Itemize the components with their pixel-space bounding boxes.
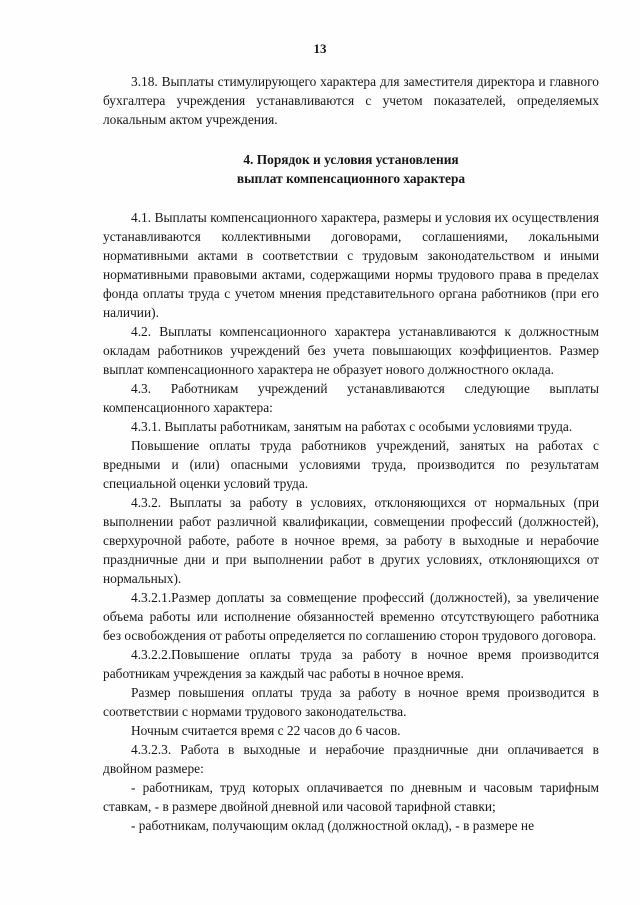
section-4-heading-line-2: выплат компенсационного характера [236,171,466,186]
list-item-tariff-workers: - работникам, труд которых оплачивается по дневным и часовым тарифным ставкам, - в размере двойной дневной или часовой тарифной ставки; [103,780,599,814]
paragraph-4-3-2-1: 4.3.2.1.Размер доплаты за совмещение профессий (должностей), за увеличение объема работы или исполнение обязанностей временно отсутствующего работника без освобождения от работы определяется по соглашению сторон трудового договора. [103,590,599,643]
paragraph-3-18: 3.18. Выплаты стимулирующего характера для заместителя директора и главного бухгалтера учреждения устанавливаются с учетом показателей, определяемых локальным актом учреждения. [103,74,599,127]
paragraph-4-3-1: 4.3.1. Выплаты работникам, занятым на работах с особыми условиями труда. [131,419,573,434]
list-item-salaried-workers: - работникам, получающим оклад (должностной оклад), - в размере не [131,818,535,833]
paragraph-hazard-pay: Повышение оплаты труда работников учреждений, занятых на работах с вредными и (или) опасными условиями труда, производится по результатам специальной оценки условий труда. [103,438,599,491]
page-number: 13 [313,41,327,56]
paragraph-4-3: 4.3. Работникам учреждений устанавливаются следующие выплаты компенсационного характера: [103,381,599,415]
paragraph-4-1: 4.1. Выплаты компенсационного характера, размеры и условия их осуществления устанавливаются коллективными договорами, соглашениями, локальными нормативными актами в соответствии с трудовым законодательством и иными нормативными правовыми актами, содержащими нормы трудового права в пределах фонда оплаты труда с учетом мнения представительного органа работников (при его наличии). [103,210,599,320]
section-4-heading [103,150,599,188]
document-body [103,72,599,835]
paragraph-night-time: Ночным считается время с 22 часов до 6 часов. [131,723,401,738]
paragraph-4-3-2-3: 4.3.2.3. Работа в выходные и нерабочие праздничные дни оплачивается в двойном размере: [103,742,599,776]
paragraph-4-2: 4.2. Выплаты компенсационного характера устанавливаются к должностным окладам работников учреждений без учета повышающих коэффициентов. Размер выплат компенсационного характера не образует нового должностного оклада. [103,324,599,377]
paragraph-4-3-2-2: 4.3.2.2.Повышение оплаты труда за работу в ночное время производится работникам учреждения за каждый час работы в ночное время. [103,647,599,681]
paragraph-night-pay-size: Размер повышения оплаты труда за работу в ночное время производится в соответствии с нормами трудового законодательства. [103,685,599,719]
paragraph-4-3-2: 4.3.2. Выплаты за работу в условиях, отклоняющихся от нормальных (при выполнении работ различной квалификации, совмещении профессий (должностей), сверхурочной работе, работе в ночное время, за работу в выходные и нерабочие праздничные дни и при выполнении работ в других условиях, отклоняющихся от нормальных). [103,495,599,586]
section-4-heading-line-1: 4. Порядок и условия установления [243,152,459,167]
